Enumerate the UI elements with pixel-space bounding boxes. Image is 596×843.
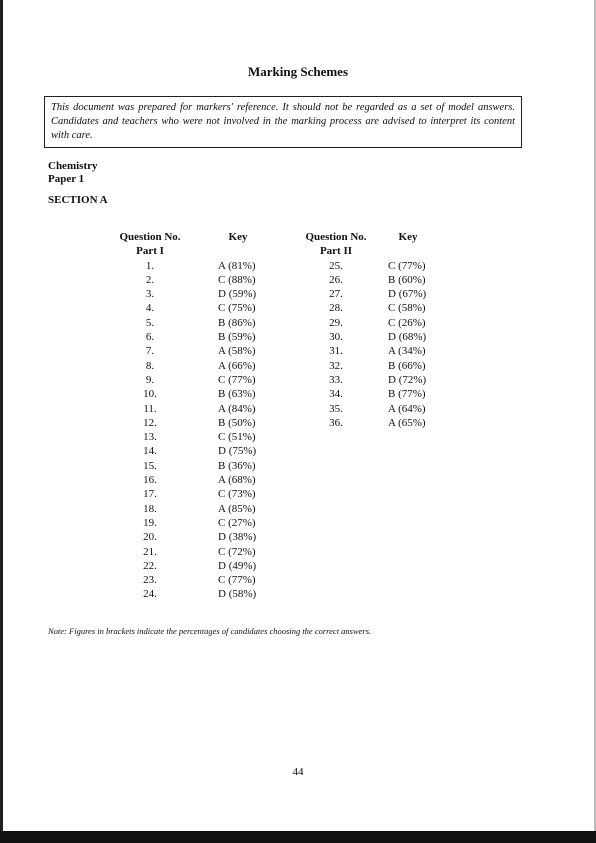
part1-question-cell: 18. [143, 502, 157, 515]
part2-question-cell: 33. [329, 373, 343, 386]
part2-question-header: Question No. [305, 231, 367, 243]
part1-key-cell: D (58%) [218, 588, 257, 601]
part2-question-cell: 34. [329, 388, 343, 401]
part1-question-cell: 3. [145, 288, 155, 301]
part2-key-cell: D (72%) [388, 373, 427, 386]
part2-part-header: Part II [319, 245, 353, 258]
part1-key-cell: A (85%) [218, 502, 256, 515]
part1-question-cell: 19. [143, 516, 157, 529]
part1-question-cell: 16. [143, 474, 157, 487]
part1-key-cell: A (68%) [218, 474, 256, 487]
part1-question-cell: 10. [143, 388, 157, 401]
page-title: Marking Schemes [247, 64, 349, 79]
part2-question-cell: 31. [329, 345, 343, 358]
section-heading: SECTION A [48, 194, 108, 206]
part1-question-cell: 17. [143, 488, 157, 501]
part1-key-cell: A (84%) [218, 402, 256, 415]
part1-key-cell: C (77%) [218, 373, 256, 386]
part2-key-cell: A (65%) [388, 416, 426, 429]
part2-key-cell: D (68%) [388, 331, 427, 344]
part2-key-cell: A (34%) [388, 345, 426, 358]
part1-key-cell: D (38%) [218, 531, 257, 544]
part2-key-cell: B (77%) [388, 388, 426, 401]
part2-question-cell: 32. [329, 359, 343, 372]
disclaimer-box: This document was prepared for markers' reference. It should not be regarded as a set of model answers. Candidates and teachers who were not involved in the marking process are advised to interpret its content with care. [44, 96, 522, 148]
part1-key-header: Key [228, 231, 248, 243]
part1-key-cell: C (51%) [218, 431, 256, 444]
page-number: 44 [292, 766, 304, 778]
part1-question-cell: 20. [143, 531, 157, 544]
part2-key-cell: C (58%) [388, 302, 426, 315]
part2-key-cell: C (26%) [388, 316, 426, 329]
part1-question-cell: 9. [145, 373, 155, 386]
part1-key-column [210, 230, 266, 602]
part2-key-column [380, 230, 436, 430]
part1-key-cell: B (63%) [218, 388, 256, 401]
part2-question-column [290, 230, 382, 430]
part2-question-cell: 29. [329, 316, 343, 329]
part1-key-cell: D (75%) [218, 445, 257, 458]
part1-question-cell: 1. [145, 259, 155, 272]
paper-name: Paper 1 [48, 173, 85, 185]
part1-question-cell: 15. [143, 459, 157, 472]
part1-question-cell: 4. [145, 302, 155, 315]
subject-name: Chemistry [48, 160, 98, 172]
subject-heading [48, 160, 98, 186]
part2-key-cell: B (60%) [388, 273, 426, 286]
part1-question-cell: 11. [143, 402, 157, 415]
part1-question-cell: 13. [143, 431, 157, 444]
part1-question-cell: 22. [143, 559, 157, 572]
part2-key-cell: D (67%) [388, 288, 427, 301]
part1-question-header: Question No. [119, 231, 181, 243]
part1-question-cell: 5. [145, 316, 155, 329]
part2-key-header: Key [398, 231, 418, 243]
part1-question-cell: 14. [143, 445, 157, 458]
part2-key-cell: C (77%) [388, 259, 426, 272]
part1-key-cell: C (27%) [218, 516, 256, 529]
page-bottom-edge [0, 831, 596, 843]
part1-key-cell: C (72%) [218, 545, 256, 558]
part1-key-cell: B (59%) [218, 331, 256, 344]
part1-question-cell: 21. [143, 545, 157, 558]
part1-key-cell: A (81%) [218, 259, 256, 272]
part1-key-cell: A (66%) [218, 359, 256, 372]
part1-question-cell: 23. [143, 574, 157, 587]
page-left-edge [0, 0, 3, 843]
part1-key-cell: D (59%) [218, 288, 257, 301]
part2-question-cell: 36. [329, 416, 343, 429]
part1-question-cell: 2. [145, 273, 155, 286]
part2-key-header-spacer [380, 244, 436, 258]
part2-question-cell: 28. [329, 302, 343, 315]
part1-key-cell: B (36%) [218, 459, 256, 472]
part1-part-header: Part I [136, 245, 164, 258]
part1-question-cell: 6. [145, 331, 155, 344]
part1-key-cell: D (49%) [218, 559, 257, 572]
part2-question-cell: 25. [329, 259, 343, 272]
part1-key-cell: B (50%) [218, 416, 256, 429]
part1-question-cell: 24. [143, 588, 157, 601]
part1-question-column [100, 230, 200, 602]
part1-key-cell: A (58%) [218, 345, 256, 358]
part2-question-cell: 26. [329, 273, 343, 286]
part1-key-cell: B (86%) [218, 316, 256, 329]
part1-question-cell: 8. [145, 359, 155, 372]
part1-question-cell: 7. [145, 345, 155, 358]
part2-question-cell: 30. [329, 331, 343, 344]
part2-key-cell: B (66%) [388, 359, 426, 372]
part1-key-cell: C (77%) [218, 574, 256, 587]
part2-question-cell: 35. [329, 402, 343, 415]
part1-key-cell: C (75%) [218, 302, 256, 315]
footnote: Note: Figures in brackets indicate the percentages of candidates choosing the correct answers. [48, 626, 372, 636]
part1-key-cell: C (73%) [218, 488, 256, 501]
part2-question-cell: 27. [329, 288, 343, 301]
part1-key-header-spacer [210, 244, 266, 258]
part2-key-cell: A (64%) [388, 402, 426, 415]
part1-key-cell: C (88%) [218, 273, 256, 286]
part1-question-cell: 12. [143, 416, 157, 429]
